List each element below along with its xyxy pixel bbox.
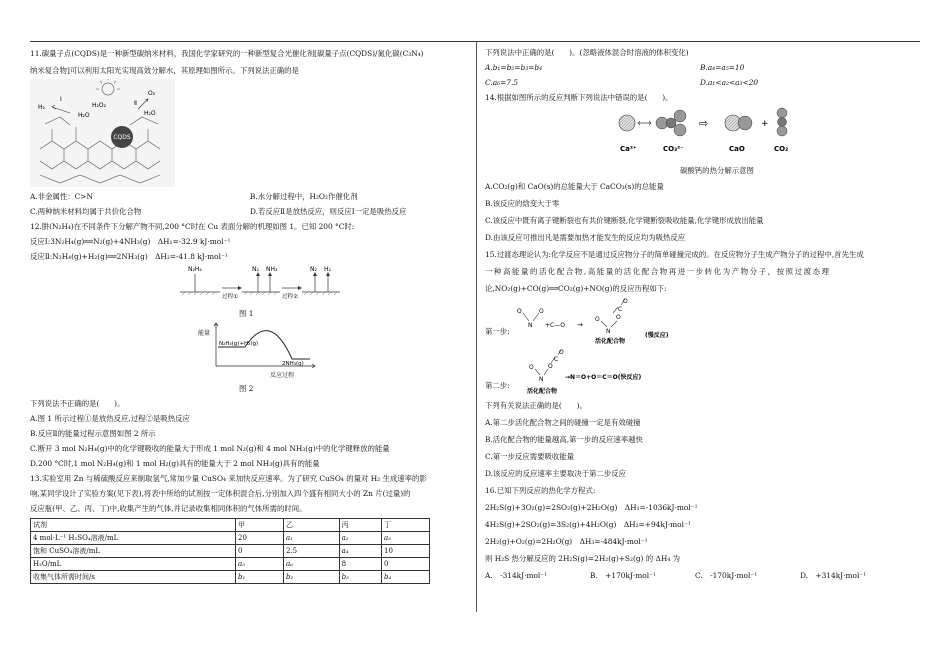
activated-complex-label: 活化配合物 bbox=[527, 388, 558, 395]
q15-step-2 bbox=[485, 349, 915, 397]
q16-equation-2: 4H₂S(g)+2SO₂(g)=3S₂(g)+4H₂O(g) ΔH₂=+94kJ·mol⁻¹ bbox=[485, 520, 691, 529]
table-cell: H₂O/mL bbox=[31, 558, 236, 571]
fast-reaction-result: →N＝O+O＝C＝O(快反应) bbox=[565, 374, 642, 381]
step-2-label: 过程② bbox=[282, 294, 298, 300]
table-cell: 10 bbox=[381, 545, 429, 558]
reactant-label: N₂H₄(g)+H₂(g) bbox=[219, 341, 259, 347]
photocatalyst-diagram bbox=[30, 79, 175, 187]
table-cell: 0 bbox=[236, 545, 284, 558]
activated-complex-label: 活化配合物 bbox=[595, 338, 626, 345]
experiment-table bbox=[30, 518, 430, 584]
open-arrow-icon: ⇨ bbox=[699, 117, 709, 130]
q15-option-d: D.该反应的反应速率主要取决于第二步反应 bbox=[485, 469, 627, 478]
cao-label: CaO bbox=[729, 145, 745, 153]
n2h4-label: N₂H₄ bbox=[188, 266, 202, 273]
atom-o: O bbox=[616, 314, 621, 321]
atom-o: O bbox=[595, 316, 600, 323]
q11-option-a: A.非金属性：C>N bbox=[30, 192, 93, 201]
q13-options-row1 bbox=[485, 60, 915, 75]
q16-option-d: D. +314kJ·mol⁻¹ bbox=[800, 571, 867, 580]
table-cell: 4 mol·L⁻¹ H₂SO₄溶液/mL bbox=[31, 532, 236, 545]
co2-label: CO₂ bbox=[774, 145, 789, 153]
q15-stem-1: 15.过渡态理论认为:化学反应不是通过反应物分子的简单碰撞完成的。在反应物分子生成产物分子的过程中,首先生成 bbox=[485, 250, 864, 259]
q14-figure bbox=[485, 105, 915, 163]
h2o2-label: H₂O₂ bbox=[92, 102, 107, 109]
h2o-label-1: H₂O bbox=[78, 112, 90, 119]
question-11 bbox=[30, 45, 470, 219]
atom-n: N bbox=[606, 328, 611, 335]
table-cell: a₆ bbox=[283, 558, 339, 571]
q14-caption: 碳酸钙的热分解示意图 bbox=[680, 166, 754, 175]
reaction-axis-label: 反应过程 bbox=[270, 372, 295, 379]
column-divider bbox=[476, 41, 477, 612]
atom-n: N bbox=[528, 322, 533, 329]
table-cell: 乙 bbox=[283, 519, 339, 532]
q13-stem-2: 响,某同学设计了实验方案(见下表),将表中所给的试剂按一定体积混合后,分别加入四个盛有相同大小的 Zn 片(过量)的 bbox=[30, 489, 411, 498]
ca-ion-ball bbox=[619, 115, 635, 131]
table-cell: 8 bbox=[339, 558, 381, 571]
table-cell: 0 bbox=[381, 558, 429, 571]
q14-option-b: B.该反应的焓变大于零 bbox=[485, 199, 560, 208]
h2-label: H₂ bbox=[38, 104, 45, 111]
q13-option-b: B.a₄=a₅=10 bbox=[700, 63, 745, 72]
q12-reaction-2: 反应Ⅱ:N₂H₄(g)+H₂(g)══2NH₃(g) ΔH₂=-41.8 kJ·mol⁻¹ bbox=[30, 252, 228, 261]
question-15 bbox=[485, 246, 915, 482]
q12-figure-2 bbox=[30, 321, 470, 371]
question-13 bbox=[30, 471, 470, 584]
atom-o: O bbox=[623, 298, 628, 305]
q14-option-a: A.CO₂(g)和 CaO(s)的总能量大于 CaCO₃(s)的总能量 bbox=[485, 182, 664, 191]
product-label: 2NH₃(g) bbox=[282, 361, 304, 367]
co2-molecule bbox=[777, 108, 787, 136]
cao-o-ball bbox=[738, 116, 752, 130]
q13-stem-1: 13.实验室用 Zn 与稀硫酸反应来制取氢气,常加少量 CuSO₄ 来加快反应速率。为了研究 CuSO₄ 的量对 H₂ 生成速率的影 bbox=[30, 474, 427, 483]
plus-sign: + bbox=[761, 119, 769, 129]
table-cell: 丁 bbox=[381, 519, 429, 532]
table-cell: b₁ bbox=[236, 571, 284, 584]
surface-lines bbox=[180, 274, 340, 292]
step-1-diagram bbox=[515, 297, 715, 349]
step-1-label: 过程① bbox=[222, 294, 238, 300]
q13-options-row2 bbox=[485, 75, 915, 90]
table-cell: 收集气体所需时间/s bbox=[31, 571, 236, 584]
atom-c: C bbox=[618, 306, 623, 313]
energy-diagram bbox=[30, 321, 470, 371]
table-row bbox=[31, 519, 430, 532]
table-cell: b₃ bbox=[339, 571, 381, 584]
q12-reaction-1: 反应Ⅰ:3N₂H₄(g)══N₂(g)+4NH₃(g) ΔH₁=-32.9 kJ·mol⁻¹ bbox=[30, 237, 231, 246]
q16-stem: 16.已知下列反应的热化学方程式: bbox=[485, 486, 596, 495]
table-cell: 20 bbox=[236, 532, 284, 545]
step-2-label: 第二步: bbox=[485, 381, 510, 390]
q11-option-b: B.水分解过程中，H₂O₂作催化剂 bbox=[250, 192, 358, 201]
step-1-label: 第一步: bbox=[485, 327, 510, 336]
o2-label: O₂ bbox=[148, 90, 156, 97]
table-cell: b₄ bbox=[381, 571, 429, 584]
table-row bbox=[31, 558, 430, 571]
nh3-label: NH₃ bbox=[266, 266, 278, 273]
q12-option-b: B.反应Ⅱ的能量过程示意图如图 2 所示 bbox=[30, 429, 156, 438]
question-12 bbox=[30, 219, 470, 471]
table-cell: 甲 bbox=[236, 519, 284, 532]
q11-option-d: D.若反应Ⅱ是放热反应，则反应Ⅰ一定是吸热反应 bbox=[250, 207, 407, 216]
q13-continuation: 下列说法中正确的是( )。(忽略液体混合时溶液的体积变化) bbox=[485, 48, 689, 57]
atom-c: C bbox=[554, 356, 559, 363]
q14-option-d: D.由该反应可推出凡是需要加热才能发生的反应均为吸热反应 bbox=[485, 233, 686, 242]
energy-axis-label: 能量 bbox=[198, 330, 211, 337]
n2-label-2: N₂ bbox=[310, 266, 317, 273]
q15-stem-3: 论,NO₂(g)+CO(g)══CO₂(g)+NO(g)的反应历程如下: bbox=[485, 284, 667, 293]
q13-stem-3: 反应瓶(甲、乙、丙、丁)中,收集产生的气体,并记录收集相同体积的气体所需的时间。 bbox=[30, 504, 307, 513]
ca-ion-label: Ca²⁺ bbox=[620, 145, 637, 153]
mechanism-diagram bbox=[30, 264, 470, 306]
cqds-label: CQDS bbox=[113, 134, 131, 141]
atom-o: O bbox=[529, 364, 534, 371]
table-cell: 饱和 CuSO₄溶液/mL bbox=[31, 545, 236, 558]
table-row bbox=[31, 532, 430, 545]
carbonate-ion bbox=[656, 110, 686, 136]
q12-question: 下列说法不正确的是( )。 bbox=[30, 399, 125, 408]
table-cell: b₂ bbox=[283, 571, 339, 584]
q16-option-c: C. -170kJ·mol⁻¹ bbox=[695, 571, 758, 580]
q16-option-a: A. -314kJ·mol⁻¹ bbox=[485, 571, 548, 580]
right-column bbox=[485, 45, 915, 584]
question-14 bbox=[485, 90, 915, 246]
q11-stem-cont: 纳米复合物]可以利用太阳光实现高效分解水，其原理如图所示。下列说法正确的是 bbox=[30, 66, 299, 75]
q13-option-d: D.a₁<a₂<a₃<20 bbox=[700, 78, 759, 87]
atom-n: N bbox=[539, 376, 544, 383]
header-rule bbox=[30, 41, 920, 42]
left-column bbox=[30, 45, 470, 584]
q15-option-a: A.第二步活化配合物之间的碰撞一定是有效碰撞 bbox=[485, 418, 641, 427]
q13-option-a: A.b₁=b₂=b₃=b₄ bbox=[485, 63, 543, 72]
q16-ask: 则 H₂S 热分解反应的 2H₂S(g)=2H₂(g)+S₂(g) 的 ΔH₄ 为 bbox=[485, 554, 681, 563]
q14-option-c: C.该反应中既有离子键断裂也有共价键断裂,化学键断裂吸收能量,化学键形成放出能量 bbox=[485, 216, 764, 225]
q16-equation-1: 2H₂S(g)+3O₂(g)=2SO₂(g)+2H₂O(g) ΔH₁=-1036kJ·mol⁻¹ bbox=[485, 503, 698, 512]
q11-options-row2 bbox=[30, 204, 470, 219]
q11-option-c: C.两种纳米材料均属于共价化合物 bbox=[30, 207, 142, 216]
q15-step-1 bbox=[485, 297, 915, 349]
table-cell: a₁ bbox=[283, 532, 339, 545]
question-16 bbox=[485, 482, 915, 584]
table-row bbox=[31, 571, 430, 584]
table-row bbox=[31, 545, 430, 558]
step-2-diagram bbox=[515, 349, 755, 397]
atom-o: O bbox=[559, 349, 564, 356]
table-cell: a₂ bbox=[339, 532, 381, 545]
roman-1-label: Ⅰ bbox=[60, 96, 62, 103]
n2-label: N₂ bbox=[252, 266, 259, 273]
q11-figure bbox=[30, 79, 470, 189]
slow-reaction-label: (慢反应) bbox=[645, 332, 669, 339]
roman-2-label: Ⅱ bbox=[134, 100, 137, 107]
q15-question: 下列有关说法正确的是( )。 bbox=[485, 401, 587, 410]
q16-equation-3: 2H₂(g)+O₂(g)=2H₂O(g) ΔH₃=-484kJ·mol⁻¹ bbox=[485, 537, 648, 546]
table-cell: 试剂 bbox=[31, 519, 236, 532]
h2o-label-2: H₂O bbox=[144, 110, 156, 117]
co-molecule: +C—O bbox=[545, 322, 565, 329]
caco3-decomposition-diagram bbox=[485, 105, 915, 163]
q12-figure-1-caption: 图 1 bbox=[239, 309, 254, 318]
table-cell: 2.5 bbox=[283, 545, 339, 558]
q15-option-c: C.第一步反应需要吸收能量 bbox=[485, 452, 575, 461]
q12-stem: 12.肼(N₂H₄)在不同条件下分解产物不同,200 °C时在 Cu 表面分解的机理如图 1。已知 200 °C时: bbox=[30, 222, 355, 231]
table-cell: a₄ bbox=[339, 545, 381, 558]
atom-o: O bbox=[548, 363, 553, 370]
q15-option-b: B.活化配合物的能量越高,第一步的反应速率越快 bbox=[485, 435, 643, 444]
atom-o: O bbox=[539, 308, 544, 315]
q12-option-c: C.断开 3 mol N₂H₄(g)中的化学键吸收的能量大于形成 1 mol N₂(g)和 4 mol NH₃(g)中的化学键释放的能量 bbox=[30, 444, 390, 453]
q12-option-d: D.200 °C时,1 mol N₂H₄(g)和 1 mol H₂(g)具有的能量大于 2 mol NH₃(g)具有的能量 bbox=[30, 459, 320, 468]
q15-stem-2: 一种高能量的活化配合物,高能量的活化配合物再进一步转化为产物分子，按照过渡态理 bbox=[485, 267, 831, 276]
q11-options-row1 bbox=[30, 189, 470, 204]
q16-options bbox=[485, 567, 915, 584]
table-cell: a₃ bbox=[381, 532, 429, 545]
atom-o: O bbox=[517, 308, 522, 315]
q12-option-a: A.图 1 所示过程①是放热反应,过程②是吸热反应 bbox=[30, 414, 190, 423]
q12-figure-1 bbox=[30, 264, 470, 306]
arrow-icon: → bbox=[577, 321, 583, 329]
q12-figure-2-caption: 图 2 bbox=[239, 384, 254, 393]
h2-label-2: H₂ bbox=[324, 266, 331, 273]
co3-label: CO₃²⁻ bbox=[663, 145, 684, 153]
arrowheads bbox=[238, 272, 330, 290]
table-cell: a₅ bbox=[236, 558, 284, 571]
q13-option-c: C.a₆=7.5 bbox=[485, 78, 519, 87]
q16-option-b: B. +170kJ·mol⁻¹ bbox=[590, 571, 656, 580]
table-cell: 丙 bbox=[339, 519, 381, 532]
q14-stem: 14.根据如图所示的反应判断下列说法中错误的是( )。 bbox=[485, 93, 673, 102]
hatching bbox=[182, 292, 337, 295]
q11-stem: 11.碳量子点(CQDS)是一种新型碳纳米材料，我国化学家研究的一种新型复合光催化剂[碳量子点(CQDS)/氮化碳(C₃N₄) bbox=[30, 49, 424, 58]
